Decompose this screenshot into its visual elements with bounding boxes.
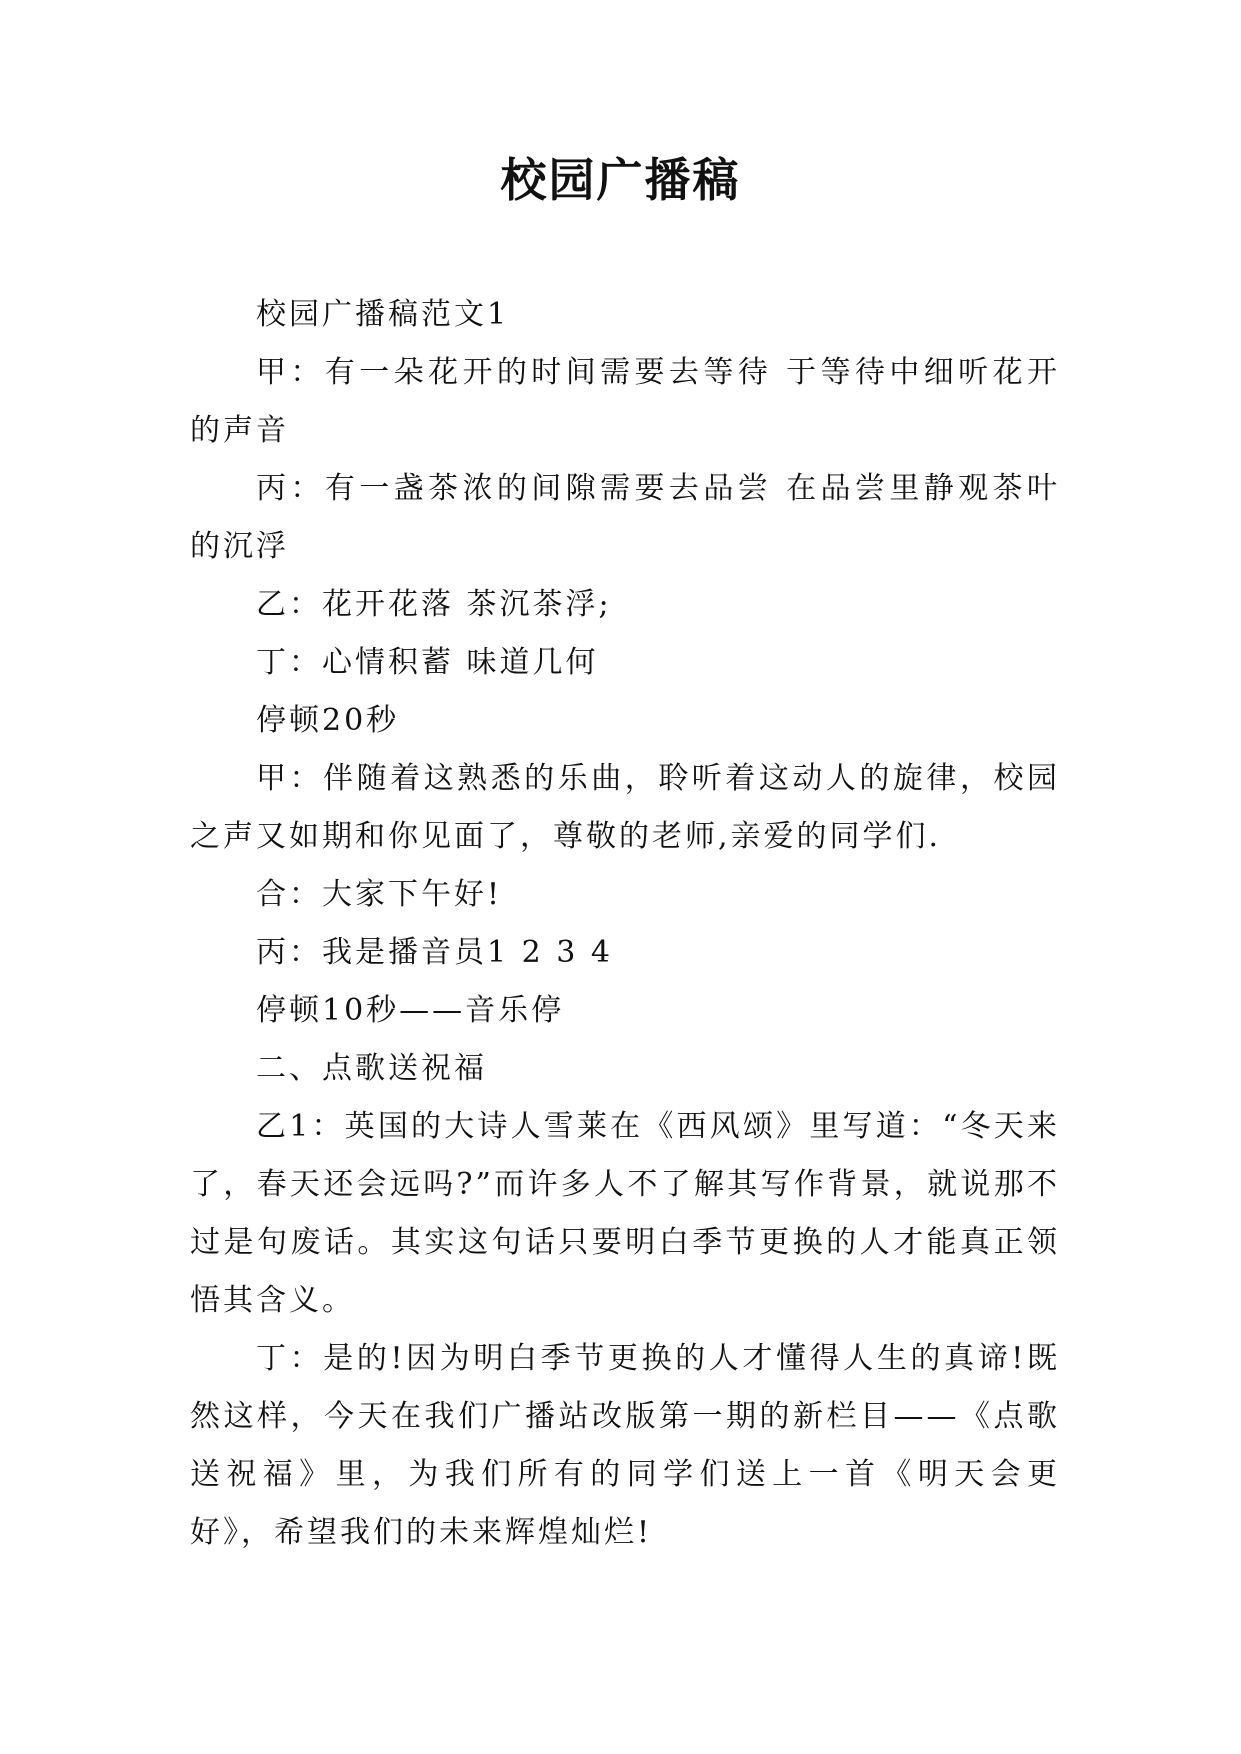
paragraph-yi1-shelley: 乙1：英国的大诗人雪莱在《西风颂》里写道：“冬天来了，春天还会远吗?”而许多人不了解其写作背景，就说那不过是句废话。其实这句话只要明白季节更换的人才能真正领悟其含义。 xyxy=(190,1109,1060,1318)
paragraph-ding-line-1: 丁：心情积蓄 味道几何 xyxy=(256,645,599,680)
paragraph-ding-song: 丁：是的!因为明白季节更换的人才懂得人生的真谛!既然这样，今天在我们广播站改版第一期的新栏目——《点歌送祝福》里，为我们所有的同学们送上一首《明天会更好》，希望我们的未来辉煌灿烂! xyxy=(190,1341,1060,1550)
paragraph-together-greeting: 合：大家下午好! xyxy=(256,877,503,912)
paragraph-pause-20s: 停顿20秒 xyxy=(256,703,400,738)
paragraph-pause-10s: 停顿10秒——音乐停 xyxy=(256,993,565,1028)
paragraph-bing-line-1: 丙：有一盏茶浓的间隙需要去品尝 在品尝里静观茶叶的沉浮 xyxy=(190,471,1060,564)
paragraph-jia-line-1: 甲：有一朵花开的时间需要去等待 于等待中细听花开的声音 xyxy=(190,355,1060,448)
paragraph-heading-sample: 校园广播稿范文1 xyxy=(256,297,510,332)
paragraph-yi-line-1: 乙：花开花落 茶沉茶浮; xyxy=(256,587,612,622)
document-body xyxy=(190,286,1060,1562)
paragraph-bing-announcers: 丙：我是播音员1 2 3 4 xyxy=(256,935,613,970)
paragraph-section-heading: 二、点歌送祝福 xyxy=(256,1051,487,1086)
document-title: 校园广播稿 xyxy=(500,153,741,207)
paragraph-jia-line-2: 甲：伴随着这熟悉的乐曲，聆听着这动人的旋律，校园之声又如期和你见面了，尊敬的老师,亲爱的同学们. xyxy=(190,761,1060,854)
